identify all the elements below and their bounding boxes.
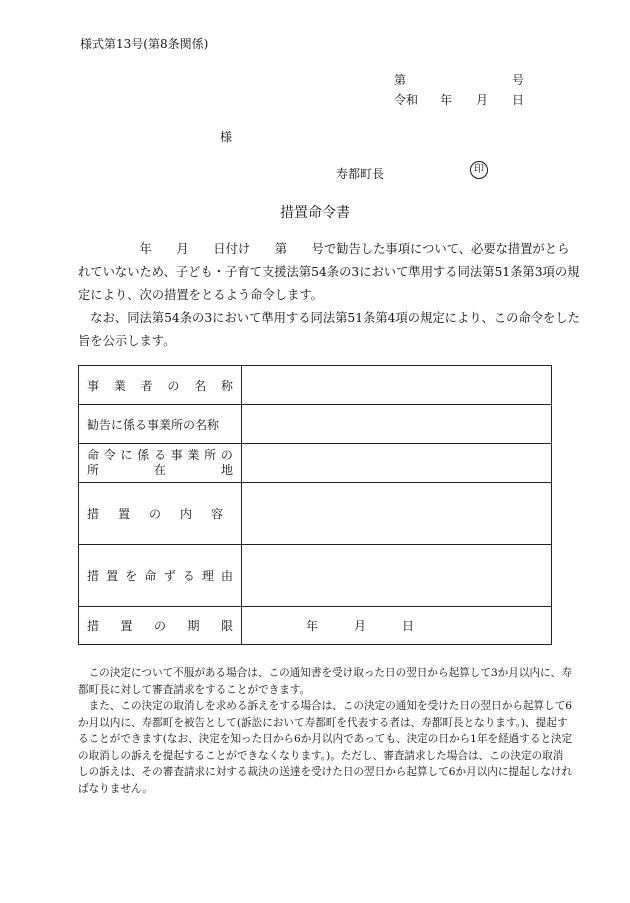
label-char: 事 — [170, 448, 183, 462]
addressee-suffix: 様 — [220, 130, 233, 144]
table-row — [79, 607, 552, 645]
order-details-table — [78, 365, 552, 645]
value-office-location[interactable] — [242, 444, 552, 483]
value-measure-reason[interactable] — [242, 545, 552, 607]
label-char: 限 — [220, 619, 233, 633]
date-year: 年 — [440, 93, 453, 107]
notice-line: の取消しの訴えを提起することができなくなります。)。ただし、審査請求した場合は、この決定の取消 — [78, 749, 564, 762]
label-char: 置 — [106, 569, 119, 583]
label-char: 命 — [87, 448, 100, 462]
label-char: に — [120, 448, 133, 462]
label-char: の — [148, 507, 161, 521]
label-char: 理 — [201, 569, 214, 583]
notice-line: 都町長に対して審査請求をすることができます。 — [78, 683, 311, 696]
appeal-notice-paragraph-1 — [78, 665, 572, 698]
table-row — [79, 444, 552, 483]
table-row — [79, 483, 552, 545]
label-char: 内 — [179, 507, 192, 521]
row-label-measure-reason — [79, 545, 242, 607]
row-label-advised-office-name: 勧告に係る事業所の名称 — [79, 405, 242, 444]
notice-line: また、この決定の取消しを求める訴えをする場合は、この決定の通知を受けた日の翌日から起算して6 — [78, 700, 573, 712]
body-line: 年 月 日付け 第 号で勧告した事項について、必要な措置がとら — [78, 242, 570, 256]
document-number-prefix: 第 — [394, 73, 407, 87]
body-line: れていないため、子ども・子育て支援法第54条の3において準用する同法第51条第3項の規 — [78, 265, 580, 279]
row-label-measure-deadline — [79, 607, 242, 645]
body-line: 定により、次の措置をとるよう命令します。 — [78, 288, 323, 302]
label-char: 称 — [220, 378, 233, 393]
label-char: 期 — [187, 619, 200, 633]
label-char: る — [182, 569, 195, 583]
notice-line: この決定について不服がある場合は、この通知書を受け取った日の翌日から起算して3か月以内に、寿 — [78, 667, 572, 679]
label-char: 所 — [204, 448, 217, 462]
appeal-notice-paragraph-2 — [78, 698, 573, 797]
notice-line: ることができます(なお、決定を知った日から6か月以内であっても、決定の日から1年を経過すると決定 — [78, 733, 573, 745]
notice-line: ばなりません。 — [78, 782, 153, 795]
label-char: 事 — [87, 378, 100, 393]
label-char: る — [153, 448, 166, 462]
label-char: 措 — [87, 619, 100, 633]
label-char: 在 — [153, 463, 166, 477]
label-char: 措 — [87, 569, 100, 583]
label-char: 者 — [140, 378, 153, 393]
label-spread — [87, 617, 233, 634]
label-spread — [87, 448, 233, 463]
label-char: 由 — [220, 569, 233, 583]
label-spread — [87, 505, 233, 522]
label-char: 置 — [120, 619, 133, 633]
label-char: 所 — [87, 463, 100, 477]
row-label-measure-content — [79, 483, 242, 545]
notice-line: か月以内に、寿都町を被告として(訴訟において寿都町を代表する者は、寿都町長となります。)、提起す — [78, 716, 568, 729]
value-measure-content[interactable] — [242, 483, 552, 545]
body-line: なお、同法第54条の3において準用する同法第51条第4項の規定により、この命令をした — [78, 311, 580, 325]
table-row — [79, 405, 552, 444]
body-paragraph-1 — [78, 238, 580, 307]
value-advised-office-name[interactable] — [242, 405, 552, 444]
row-label-business-name — [79, 366, 242, 405]
date-era: 令和 — [394, 93, 419, 107]
label-char: の — [167, 378, 180, 393]
label-char: 令 — [103, 448, 116, 462]
table-row — [79, 366, 552, 405]
label-spread — [87, 463, 233, 478]
date-month: 月 — [476, 93, 489, 107]
notice-line: しの訴えは、その審査請求に対する裁決の送達を受けた日の翌日から起算して6か月以内に提起しなけれ — [78, 766, 573, 778]
label-char: を — [125, 569, 138, 583]
label-char: 業 — [187, 448, 200, 462]
label-char: の — [153, 619, 166, 633]
label-spread — [87, 567, 233, 584]
seal-mark: 印 — [470, 161, 488, 179]
body-paragraph-2 — [78, 307, 580, 353]
label-char: 名 — [194, 378, 207, 393]
date-day: 日 — [512, 93, 525, 107]
document-number-suffix: 号 — [512, 73, 525, 87]
table-row — [79, 545, 552, 607]
label-spread — [87, 377, 233, 394]
value-measure-deadline[interactable]: 年 月 日 — [242, 607, 552, 645]
label-char: 措 — [87, 507, 100, 521]
document-title: 措置命令書 — [280, 205, 350, 221]
value-business-name[interactable] — [242, 366, 552, 405]
label-char: 置 — [117, 507, 130, 521]
label-char: 業 — [113, 378, 126, 393]
label-char: 容 — [210, 507, 223, 521]
row-label-office-location — [79, 444, 242, 483]
body-line: 旨を公示します。 — [78, 334, 176, 348]
label-char: 命 — [144, 569, 157, 583]
label-char: の — [220, 448, 233, 462]
label-char: 地 — [220, 463, 233, 477]
form-label: 様式第13号(第8条関係) — [80, 37, 209, 51]
label-char: ず — [163, 569, 176, 583]
issuer-title: 寿都町長 — [336, 167, 385, 181]
label-char: 係 — [137, 448, 150, 462]
